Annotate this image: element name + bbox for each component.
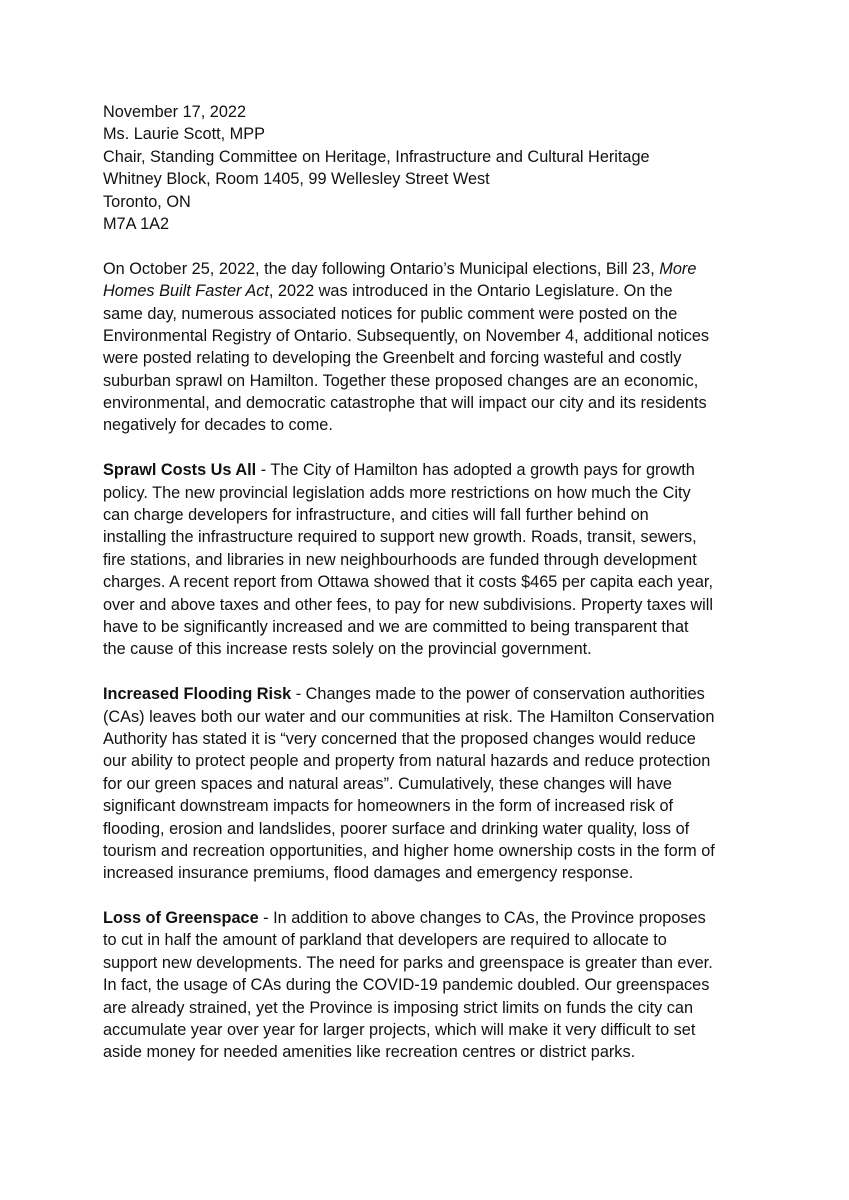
text-line: have to be significantly increased and we are committed to being transparent that <box>103 617 689 636</box>
bill-title: More <box>659 259 697 278</box>
sections <box>103 437 783 1064</box>
text-line: aside money for needed amenities like recreation centres or district parks. <box>103 1043 636 1062</box>
letter-page <box>103 101 783 1064</box>
text-line: policy. The new provincial legislation adds more restrictions on how much the City <box>103 483 691 502</box>
text: On October 25, 2022, the day following Ontario’s Municipal elections, Bill 23, <box>103 259 660 278</box>
intro-rest <box>103 303 783 437</box>
section-heading: Increased Flooding Risk <box>103 685 292 704</box>
text: - The City of Hamilton has adopted a growth pays for growth <box>256 461 695 480</box>
text-line <box>103 907 783 929</box>
text-line: charges. A recent report from Ottawa showed that it costs $465 per capita each year, <box>103 573 713 592</box>
text-line: Environmental Registry of Ontario. Subsequently, on November 4, additional notices <box>103 326 710 345</box>
text-line: negatively for decades to come. <box>103 416 333 435</box>
text-line: increased insurance premiums, flood damages and emergency response. <box>103 864 634 883</box>
address-city: Toronto, ON <box>103 192 191 211</box>
section-paragraph <box>103 459 783 661</box>
text-line: Authority has stated it is “very concerned that the proposed changes would reduce <box>103 729 696 748</box>
text-line: can charge developers for infrastructure, and cities will fall further behind on <box>103 506 649 525</box>
text-line: environmental, and democratic catastrophe that will impact our city and its residents <box>103 394 707 413</box>
address-street: Whitney Block, Room 1405, 99 Wellesley Street West <box>103 170 490 189</box>
text-line: installing the infrastructure required to support new growth. Roads, transit, sewers, <box>103 528 697 547</box>
text-line: were posted relating to developing the Greenbelt and forcing wasteful and costly <box>103 349 682 368</box>
text-line: to cut in half the amount of parkland that developers are required to allocate to <box>103 931 667 950</box>
text-line: (CAs) leaves both our water and our communities at risk. The Hamilton Conservation <box>103 707 715 726</box>
text-line: for our green spaces and natural areas”. Cumulatively, these changes will have <box>103 774 672 793</box>
text-line: significant downstream impacts for homeowners in the form of increased risk of <box>103 797 674 816</box>
text: - Changes made to the power of conservation authorities <box>291 685 705 704</box>
letter-date: November 17, 2022 <box>103 103 247 121</box>
section-heading: Loss of Greenspace <box>103 909 259 928</box>
recipient-address <box>103 101 783 235</box>
recipient-title: Chair, Standing Committee on Heritage, Infrastructure and Cultural Heritage <box>103 147 650 166</box>
text-line: the cause of this increase rests solely on the provincial government. <box>103 640 592 659</box>
text-line: suburban sprawl on Hamilton. Together these proposed changes are an economic, <box>103 371 699 390</box>
text: - In addition to above changes to CAs, the Province proposes <box>258 909 706 928</box>
text: , 2022 was introduced in the Ontario Legislature. On the <box>268 282 673 301</box>
text-line <box>103 683 783 705</box>
text-line: support new developments. The need for parks and greenspace is greater than ever. <box>103 953 713 972</box>
address-postal: M7A 1A2 <box>103 214 170 233</box>
text-line: flooding, erosion and landslides, poorer surface and drinking water quality, loss of <box>103 819 690 838</box>
section-heading: Sprawl Costs Us All <box>103 461 257 480</box>
text-line: tourism and recreation opportunities, and higher home ownership costs in the form of <box>103 841 715 860</box>
section-paragraph <box>103 683 783 885</box>
text-line <box>103 459 783 481</box>
text-line: fire stations, and libraries in new neighbourhoods are funded through development <box>103 550 697 569</box>
recipient-name: Ms. Laurie Scott, MPP <box>103 125 265 144</box>
text-line: our ability to protect people and property from natural hazards and reduce protection <box>103 752 711 771</box>
text-line: over and above taxes and other fees, to pay for new subdivisions. Property taxes will <box>103 595 713 614</box>
text-line: In fact, the usage of CAs during the COVID-19 pandemic doubled. Our greenspaces <box>103 976 710 995</box>
intro-paragraph <box>103 258 783 437</box>
text-line: same day, numerous associated notices for public comment were posted on the <box>103 304 678 323</box>
bill-title: Homes Built Faster Act <box>103 282 269 301</box>
text-line: are already strained, yet the Province is imposing strict limits on funds the city can <box>103 998 694 1017</box>
section-paragraph <box>103 907 783 1064</box>
text-line: accumulate year over year for larger projects, which will make it very difficult to set <box>103 1021 696 1040</box>
